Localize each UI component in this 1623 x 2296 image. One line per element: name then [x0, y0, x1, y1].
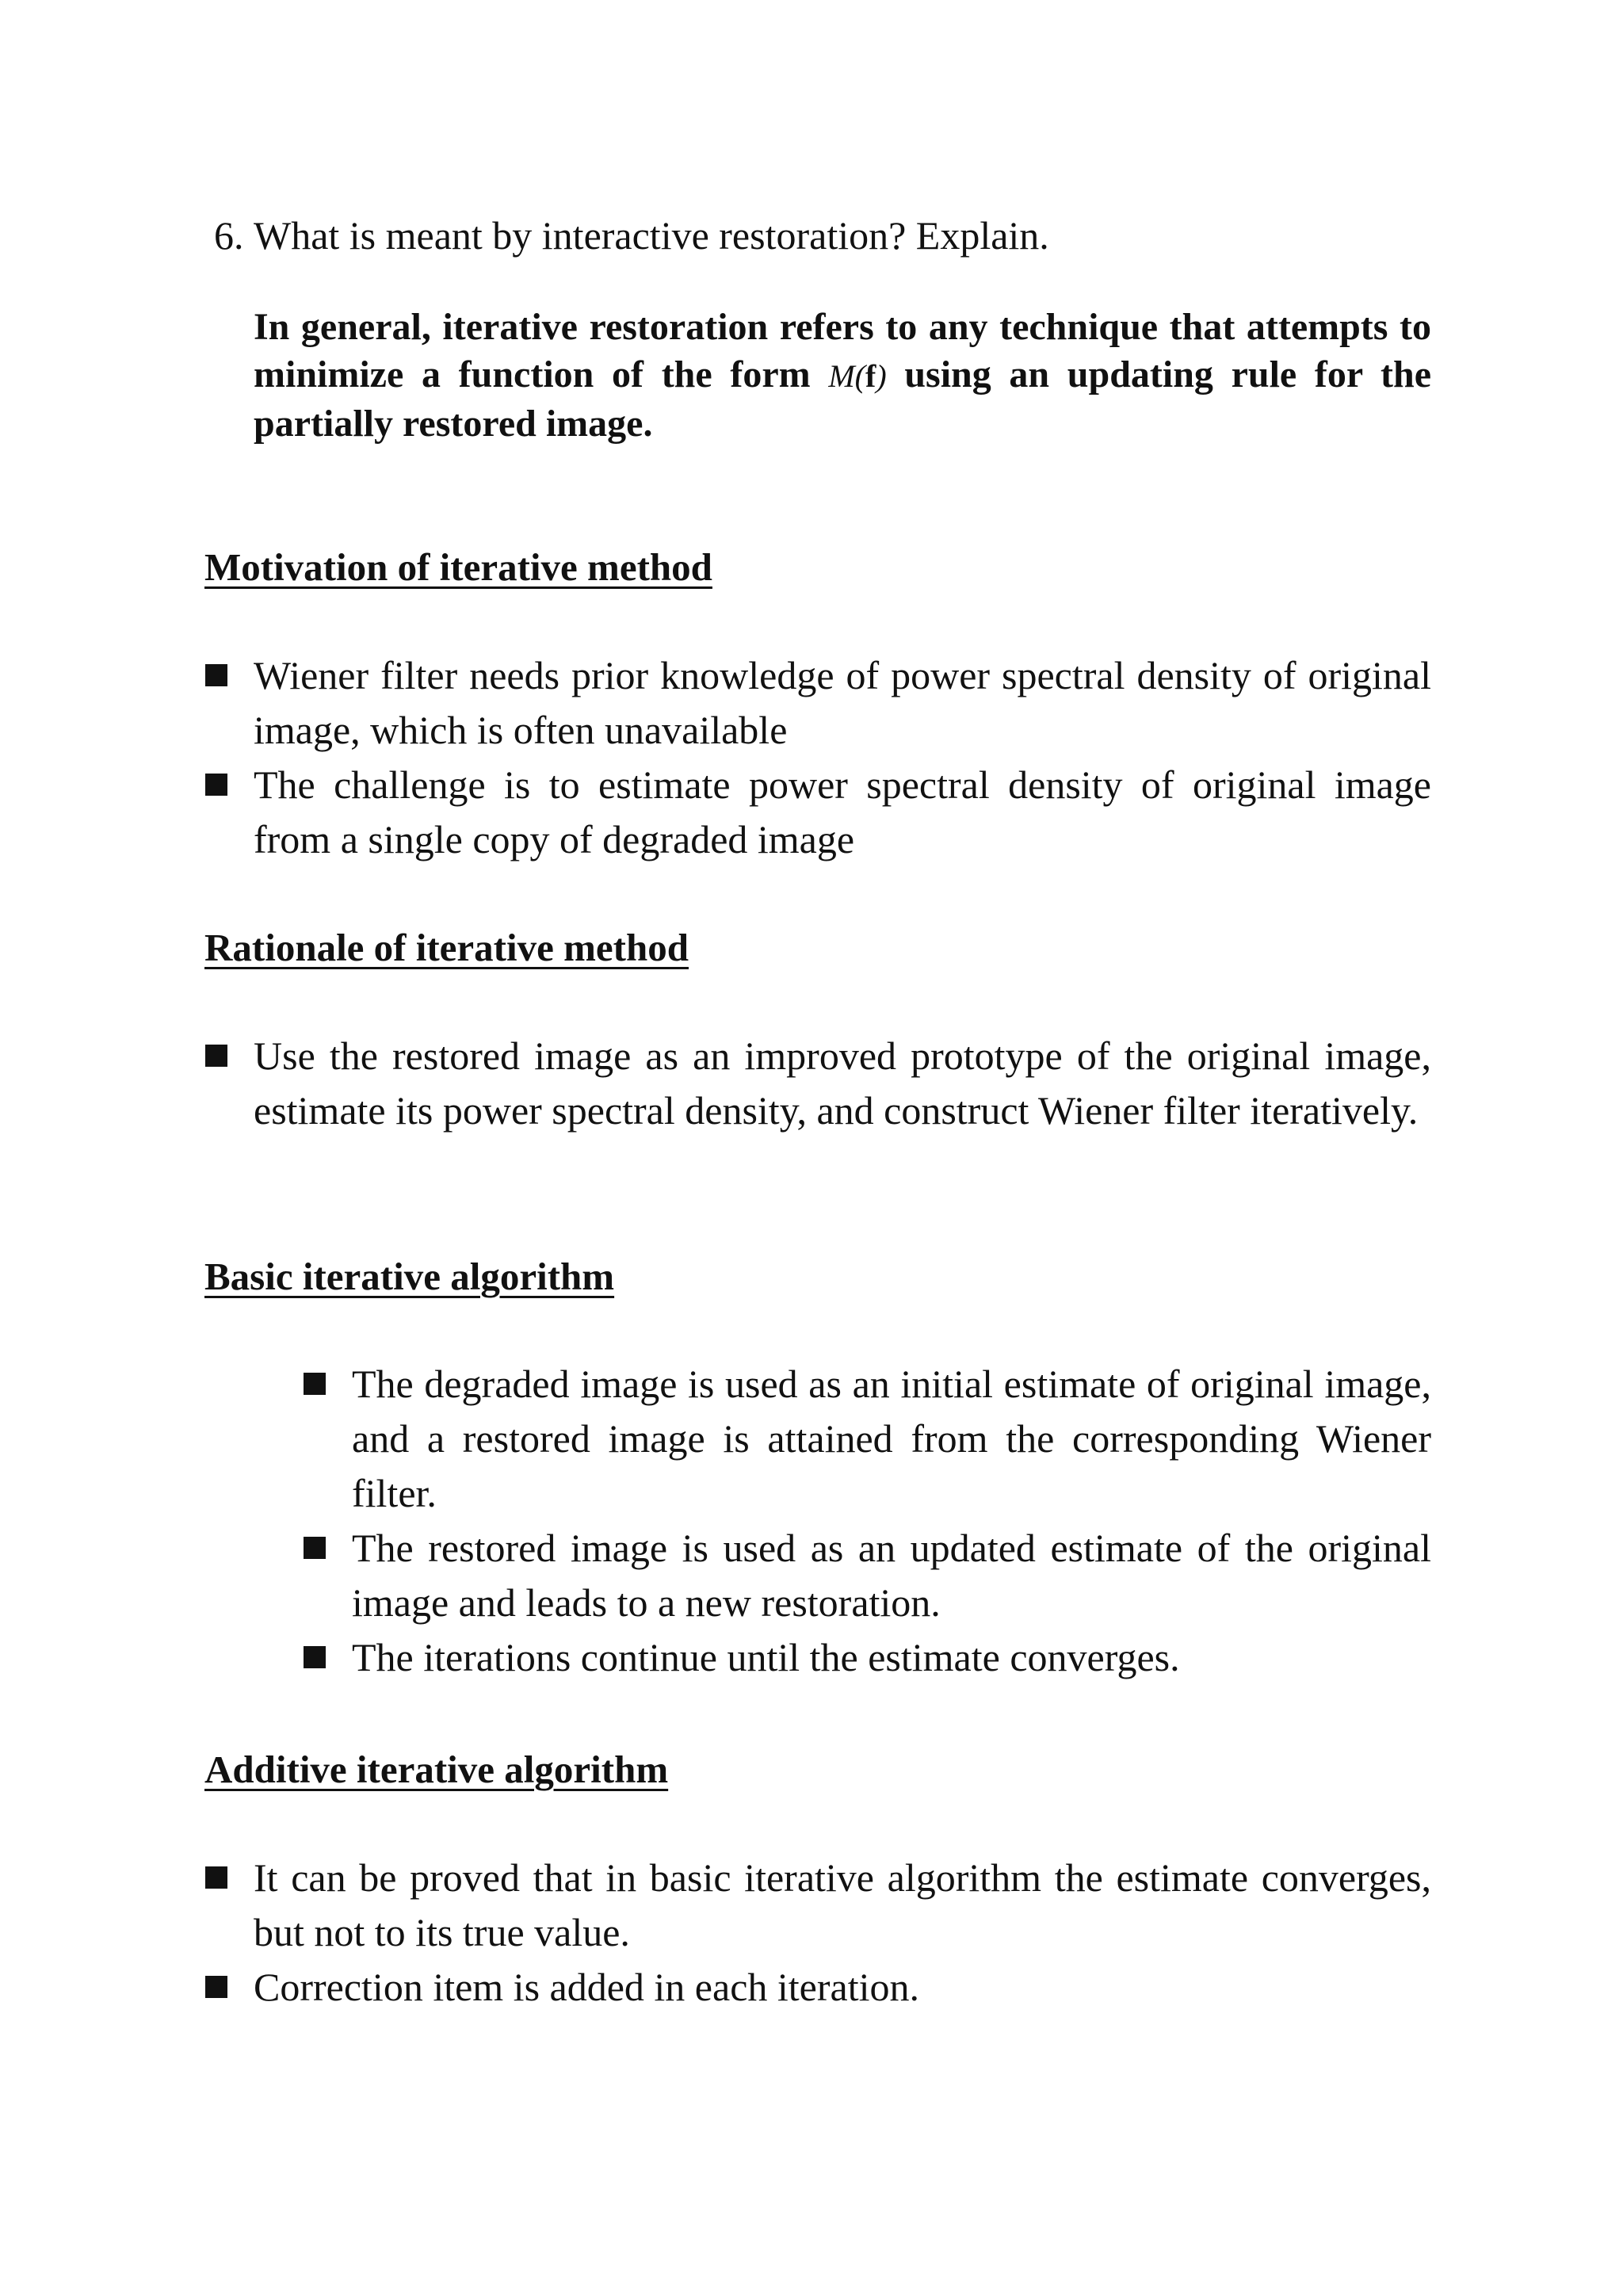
bullet-text: The restored image is used as an updated estimate of the original image and leads to a new restoration. [352, 1526, 1431, 1625]
bullet-text: Wiener filter needs prior knowledge of power spectral density of original image, which is often unavailable [254, 653, 1431, 752]
list-item [254, 758, 1431, 867]
square-bullet-icon [205, 1866, 227, 1889]
list-item [254, 648, 1431, 758]
section-heading-additive: Additive iterative algorithm [204, 1748, 669, 1791]
math-function-name: M [828, 358, 855, 394]
bullet-text: The iterations continue until the estimate converges. [352, 1635, 1180, 1679]
math-expression: M(f) [828, 358, 887, 394]
answer-text-before: In general, iterative restoration refers to any technique that attempts to minimize a function of the form [254, 306, 1431, 395]
bullet-text: It can be proved that in basic iterative algorithm the estimate converges, but not to its true value. [254, 1855, 1431, 1954]
bullet-text: Use the restored image as an improved prototype of the original image, estimate its power spectral density, and construct Wiener filter iteratively. [254, 1033, 1431, 1133]
bullet-text: Correction item is added in each iteration. [254, 1965, 919, 2009]
list-item [352, 1630, 1431, 1685]
question-text: What is meant by interactive restoration? Explain. [254, 213, 1049, 258]
section-heading-basic: Basic iterative algorithm [204, 1255, 615, 1298]
question-number: 6. [214, 213, 244, 258]
basic-bullet-list [352, 1357, 1431, 1685]
list-item [254, 1029, 1431, 1138]
bullet-text: The degraded image is used as an initial estimate of original image, and a restored image is attained from the corresponding Wiener filter. [352, 1362, 1431, 1515]
list-item [352, 1521, 1431, 1630]
list-item [352, 1357, 1431, 1521]
section-heading-motivation: Motivation of iterative method [204, 545, 712, 589]
answer-text-after: using an updating rule for the partially restored image. [254, 353, 1431, 445]
square-bullet-icon [205, 1976, 227, 1998]
list-item [254, 1960, 1431, 2015]
math-argument: f [865, 358, 876, 394]
list-item [254, 1851, 1431, 1960]
answer-paragraph [254, 304, 1431, 448]
question [214, 208, 1049, 263]
square-bullet-icon [205, 664, 227, 686]
square-bullet-icon [304, 1373, 326, 1395]
section-heading-rationale: Rationale of iterative method [204, 926, 689, 969]
rationale-bullet-list [254, 1029, 1431, 1138]
square-bullet-icon [205, 774, 227, 796]
motivation-bullet-list [254, 648, 1431, 867]
bullet-text: The challenge is to estimate power spectral density of original image from a single copy of degraded image [254, 762, 1431, 861]
additive-bullet-list [254, 1851, 1431, 2015]
square-bullet-icon [304, 1537, 326, 1559]
square-bullet-icon [205, 1045, 227, 1067]
square-bullet-icon [304, 1646, 326, 1668]
